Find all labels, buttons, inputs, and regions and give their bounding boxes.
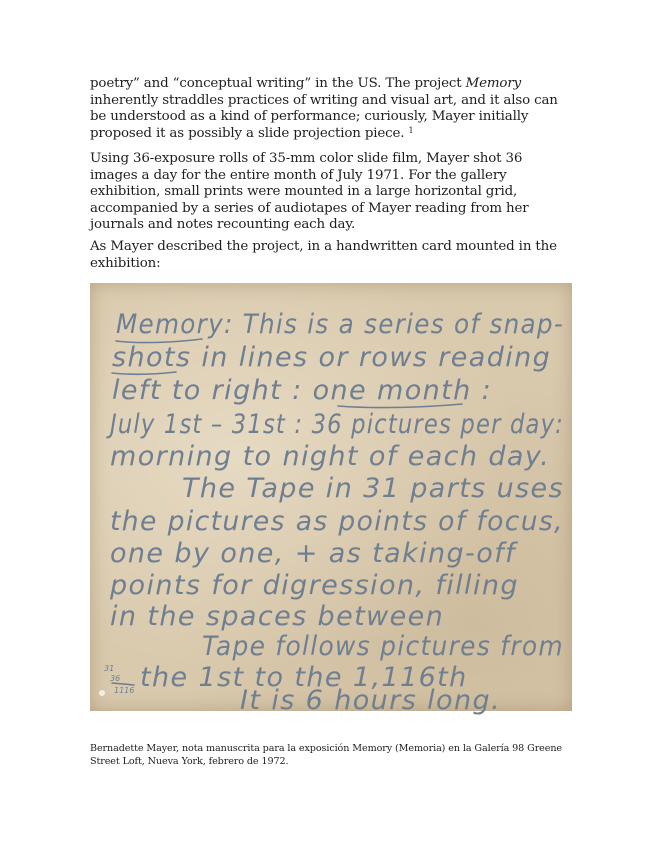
card-line-11: Tape follows pictures from: [202, 631, 564, 662]
margin-tally-line: [112, 683, 134, 685]
paragraph-1-text-b: inherently straddles practices of writing and visual art, and it also can be understood as a kind of performance; curiously, Mayer initially proposed it as possibly a slide projection piece.: [90, 92, 558, 141]
card-line-6: The Tape in 31 parts uses: [182, 473, 564, 504]
body-paragraph-2: Using 36-exposure rolls of 35-mm color slide film, Mayer shot 36 images a day for the entire month of July 1971. For the gallery exhibition, small prints were mounted in a large horizontal grid, accompanied by a series of audiotapes of Mayer reading from her journals and notes recounting each day.: [90, 151, 529, 233]
card-line-9: points for digression, filling: [110, 570, 519, 601]
margin-note-3: 1116: [114, 686, 135, 695]
card-line-10: in the spaces between: [110, 601, 445, 632]
paragraph-1-text-a: poetry” and “conceptual writing” in the US. The project: [90, 76, 466, 91]
margin-note-2: 36: [110, 674, 121, 683]
footnote-ref[interactable]: 1: [408, 125, 414, 135]
body-paragraph-3: As Mayer described the project, in a handwritten card mounted in the exhibition:: [90, 239, 557, 271]
body-paragraph-1: [90, 76, 572, 142]
card-line-4: July 1st – 31st : 36 pictures per day:: [105, 409, 564, 440]
card-line-13: It is 6 hours long.: [240, 685, 501, 716]
card-line-1: Memory: This is a series of snap-: [116, 309, 564, 340]
figure-caption: Bernadette Mayer, nota manuscrita para la exposición Memory (Memoria) en la Galería 98 Greene Street Loft, Nueva York, febrero de 1972.: [90, 743, 562, 767]
margin-note-1: 31: [104, 664, 115, 673]
card-line-2: shots in lines or rows reading: [112, 342, 552, 373]
card-line-7: the pictures as points of focus,: [110, 506, 564, 537]
memory-title-italic: Memory: [465, 76, 522, 91]
handwritten-card-image: [90, 283, 572, 716]
handwritten-card-svg: [90, 283, 572, 716]
card-line-12: the 1st to the 1,116th: [140, 662, 468, 693]
card-line-3: left to right : one month :: [112, 375, 493, 406]
card-line-8: one by one, + as taking-off: [110, 538, 516, 569]
card-line-5: morning to night of each day.: [110, 441, 551, 472]
card-blemish: [99, 690, 105, 696]
